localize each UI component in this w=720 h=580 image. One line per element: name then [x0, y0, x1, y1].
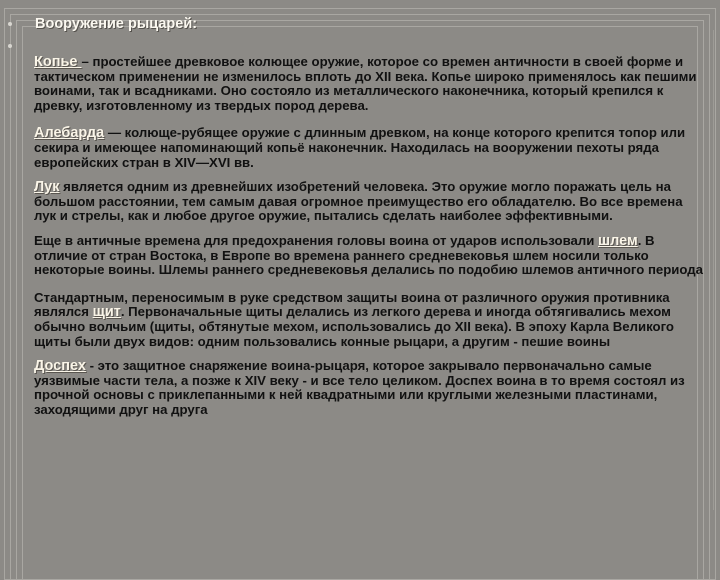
paragraph-text: . В отличие от стран Востока, в Европе во времена раннего средневековья шлем носили только некоторые воины. Шлемы раннего средневековья делались по подобию шлемов античного периода — [34, 232, 703, 278]
paragraph-text: – простейшее древковое колющее оружие, которое со времен античности в своей форме и тактическом применении не изменилось вплоть до XII века. Копье широко применялось как пешими воинами, так и всадниками. Оно состояло из металлического наконечника, который крепился к древку, изготовленному из твердых пород дерева. — [34, 54, 697, 113]
slide-content — [34, 55, 706, 430]
bullet-icon — [8, 22, 12, 26]
paragraph-text: — колюще-рубящее оружие с длинным древком, на конце которого крепится топор или секира и имеющее напоминающий копьё наконечник. Находилась на вооружении пехоты ряда европейских стран в XIV—XVI вв. — [34, 125, 686, 170]
paragraph-text: . Первоначальные щиты делались из легкого дерева и иногда обтягивались мехом обычно волчьим (щиты, обтянутые мехом, использовались до XII века). В эпоху Карла Великого щиты были двух видов: одним пользовались конные рыцари, а другим - пешие воины — [34, 304, 674, 349]
keyword-armor: Доспех — [34, 358, 86, 375]
paragraph-spear — [34, 55, 706, 113]
slide-title: Вооружение рыцарей: — [35, 16, 198, 32]
paragraph-text: Стандартным, переносимым в руке средством защиты воина от различного оружия противника являлся — [34, 289, 670, 320]
keyword-helmet: шлем — [597, 232, 638, 249]
paragraph-text: - это защитное снаряжение воина-рыцаря, которое закрывало первоначально самые уязвимые части тела, а позже к XIV веку - и все тело целиком. Доспех воина в то время состоял из прочной основы с приклепанными к ней квадратными или круглыми железными пластинами, заходящими друг на друга — [34, 358, 685, 417]
paragraph-bow — [34, 180, 706, 224]
paragraph-helmet — [34, 234, 706, 278]
paragraph-shield — [34, 291, 706, 349]
keyword-bow: Лук — [34, 179, 60, 196]
keyword-shield: щит — [92, 304, 121, 321]
decorative-line — [713, 30, 714, 510]
bullet-icon — [8, 44, 12, 48]
paragraph-text: Еще в античные времена для предохранения головы воина от ударов использовали — [34, 232, 598, 248]
keyword-spear: Копье — [34, 54, 82, 70]
paragraph-armor — [34, 359, 706, 417]
paragraph-text: является одним из древнейших изобретений человека. Это оружие могло поражать цель на большом расстоянии, тем самым давая огромное преимущество его обладателю. Во все времена лук и стрелы, как и любое другое оружие, пытались сделать наиболее эффективными. — [34, 179, 683, 224]
keyword-halberd: Алебарда — [34, 125, 105, 142]
paragraph-halberd — [34, 126, 706, 170]
